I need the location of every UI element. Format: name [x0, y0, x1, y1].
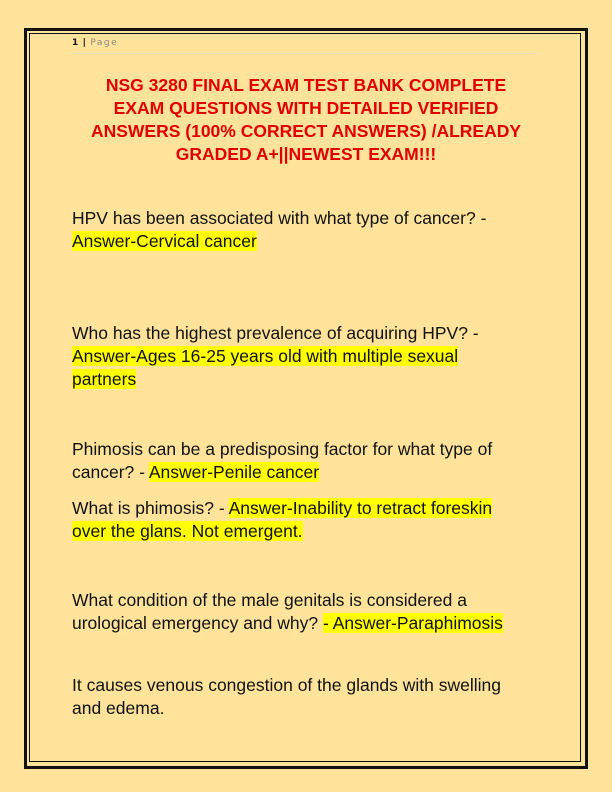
- answer-highlight: Answer-Ages 16-25 years old with multiple sexual: [72, 346, 459, 366]
- answer-1: [72, 230, 257, 252]
- page-word: Page: [90, 38, 119, 48]
- header-rule: [72, 53, 540, 54]
- question-3-cont: [72, 461, 319, 483]
- page-number-header: [72, 38, 118, 48]
- answer-highlight: - Answer-Paraphimosis: [322, 613, 503, 633]
- question-text: urological emergency and why?: [72, 613, 323, 633]
- answer-highlight: Answer-Penile cancer: [148, 462, 320, 482]
- question-3: Phimosis can be a predisposing factor for what type of: [72, 439, 493, 459]
- page-number: 1: [72, 38, 79, 48]
- title-line: GRADED A+||NEWEST EXAM!!!: [175, 144, 437, 164]
- answer-highlight: partners: [72, 369, 137, 389]
- title-line: EXAM QUESTIONS WITH DETAILED VERIFIED: [113, 98, 499, 118]
- question-4: [72, 497, 492, 519]
- paragraph-6-cont: and edema.: [72, 698, 165, 718]
- question-1: HPV has been associated with what type of cancer? -: [72, 208, 487, 228]
- question-text: cancer? -: [72, 462, 149, 482]
- question-2: Who has the highest prevalence of acquiring HPV? -: [72, 323, 479, 343]
- title-line: ANSWERS (100% CORRECT ANSWERS) /ALREADY: [90, 121, 522, 141]
- paragraph-6: It causes venous congestion of the glands with swelling: [72, 675, 502, 695]
- question-5: What condition of the male genitals is considered a: [72, 590, 467, 610]
- question-text: What is phimosis? -: [72, 498, 229, 518]
- title-line: NSG 3280 FINAL EXAM TEST BANK COMPLETE: [105, 75, 507, 95]
- answer-highlight: Answer-Cervical cancer: [72, 231, 257, 251]
- answer-highlight: Answer-Inability to retract foreskin: [228, 498, 493, 518]
- document-title: [40, 74, 572, 166]
- answer-2-cont: [72, 368, 136, 390]
- answer-4-cont: [72, 520, 303, 542]
- question-5-cont: [72, 612, 503, 634]
- page-separator: |: [82, 38, 86, 48]
- answer-2: [72, 345, 458, 367]
- answer-highlight: over the glans. Not emergent.: [72, 521, 303, 541]
